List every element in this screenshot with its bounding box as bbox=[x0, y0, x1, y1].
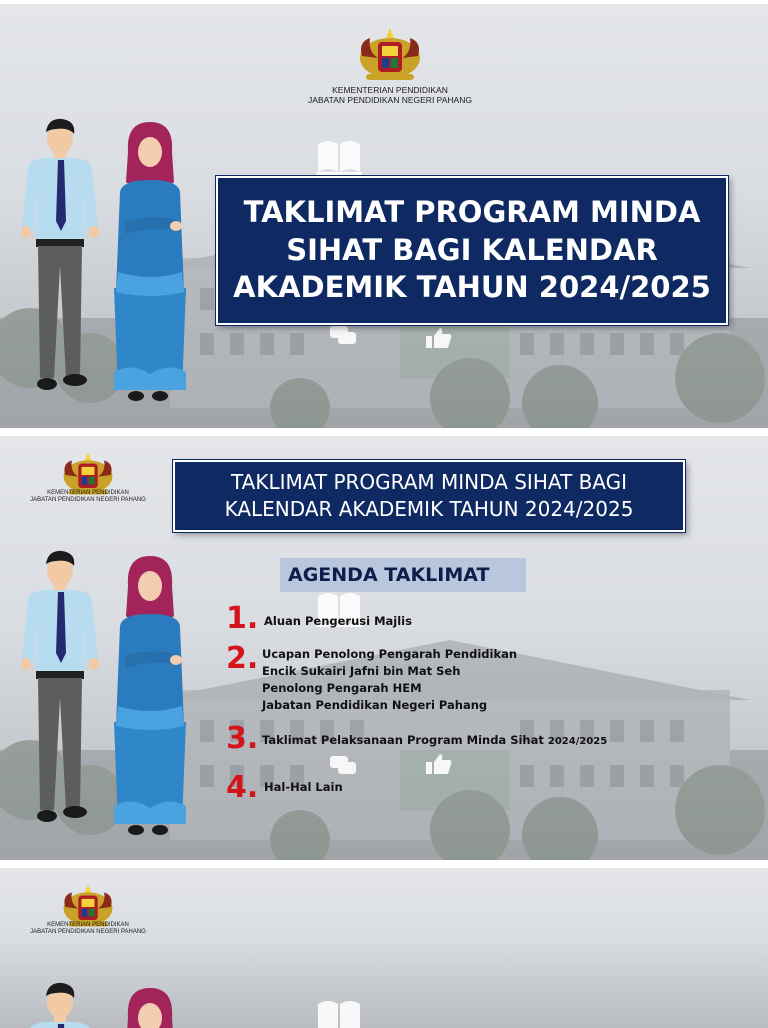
title-line1: TAKLIMAT PROGRAM MINDA SIHAT BAGI bbox=[230, 470, 628, 494]
chat-icon bbox=[330, 326, 356, 344]
woman-illustration bbox=[112, 988, 188, 1028]
agenda-heading: AGENDA TAKLIMAT bbox=[280, 558, 526, 592]
page-title bbox=[173, 460, 685, 532]
agenda-line: Penolong Pengarah HEM bbox=[262, 681, 422, 695]
ministry-label bbox=[284, 86, 496, 106]
agenda-number-1: 1. bbox=[226, 601, 259, 636]
crest-icon bbox=[358, 28, 422, 84]
agenda-line: Taklimat Pelaksanaan Program Minda Sihat bbox=[262, 733, 544, 747]
agenda-item-1 bbox=[264, 613, 412, 630]
woman-illustration bbox=[112, 556, 188, 836]
agenda-item-2 bbox=[262, 646, 517, 714]
agenda-number-2: 2. bbox=[226, 641, 259, 676]
agenda-line: Hal-Hal Lain bbox=[264, 780, 343, 794]
thumbs-up-icon bbox=[426, 752, 452, 774]
chat-icon bbox=[330, 756, 356, 774]
ministry-line2: JABATAN PENDIDIKAN NEGERI PAHANG bbox=[30, 496, 146, 503]
page-title bbox=[216, 176, 728, 325]
agenda-line: Aluan Pengerusi Majlis bbox=[264, 614, 412, 628]
man-illustration bbox=[20, 548, 100, 824]
man-illustration bbox=[20, 116, 100, 392]
woman-illustration bbox=[112, 122, 188, 402]
ministry-line2: JABATAN PENDIDIKAN NEGERI PAHANG bbox=[30, 928, 146, 935]
agenda-number-3: 3. bbox=[226, 721, 259, 756]
book-icon bbox=[316, 996, 362, 1028]
ministry-label bbox=[24, 490, 152, 504]
slide-partial bbox=[0, 868, 768, 1028]
ministry-line2: JABATAN PENDIDIKAN NEGERI PAHANG bbox=[308, 94, 472, 105]
agenda-number-4: 4. bbox=[226, 770, 259, 805]
slide-title bbox=[0, 4, 768, 428]
agenda-line: Ucapan Penolong Pengarah Pendidikan bbox=[262, 647, 518, 661]
title-line1: TAKLIMAT PROGRAM MINDA bbox=[243, 194, 701, 229]
thumbs-up-icon bbox=[426, 326, 452, 348]
agenda-item-3 bbox=[262, 732, 607, 750]
ministry-line1: KEMENTERIAN PENDIDIKAN bbox=[47, 922, 129, 928]
man-illustration bbox=[20, 980, 100, 1028]
title-line2: KALENDAR AKADEMIK TAHUN 2024/2025 bbox=[224, 497, 634, 521]
agenda-line: Jabatan Pendidikan Negeri Pahang bbox=[262, 698, 488, 712]
agenda-year: 2024/2025 bbox=[547, 736, 608, 747]
title-line2: SIHAT BAGI KALENDAR bbox=[286, 232, 658, 267]
title-line3: AKADEMIK TAHUN 2024/2025 bbox=[233, 270, 711, 305]
ministry-line1: KEMENTERIAN PENDIDIKAN bbox=[47, 490, 129, 496]
ministry-label bbox=[24, 922, 152, 936]
agenda-item-4 bbox=[264, 779, 343, 796]
book-icon bbox=[316, 136, 362, 176]
slide-agenda bbox=[0, 436, 768, 860]
ministry-line1: KEMENTERIAN PENDIDIKAN bbox=[332, 85, 448, 95]
agenda-line: Encik Sukairi Jafni bin Mat Seh bbox=[262, 664, 461, 678]
